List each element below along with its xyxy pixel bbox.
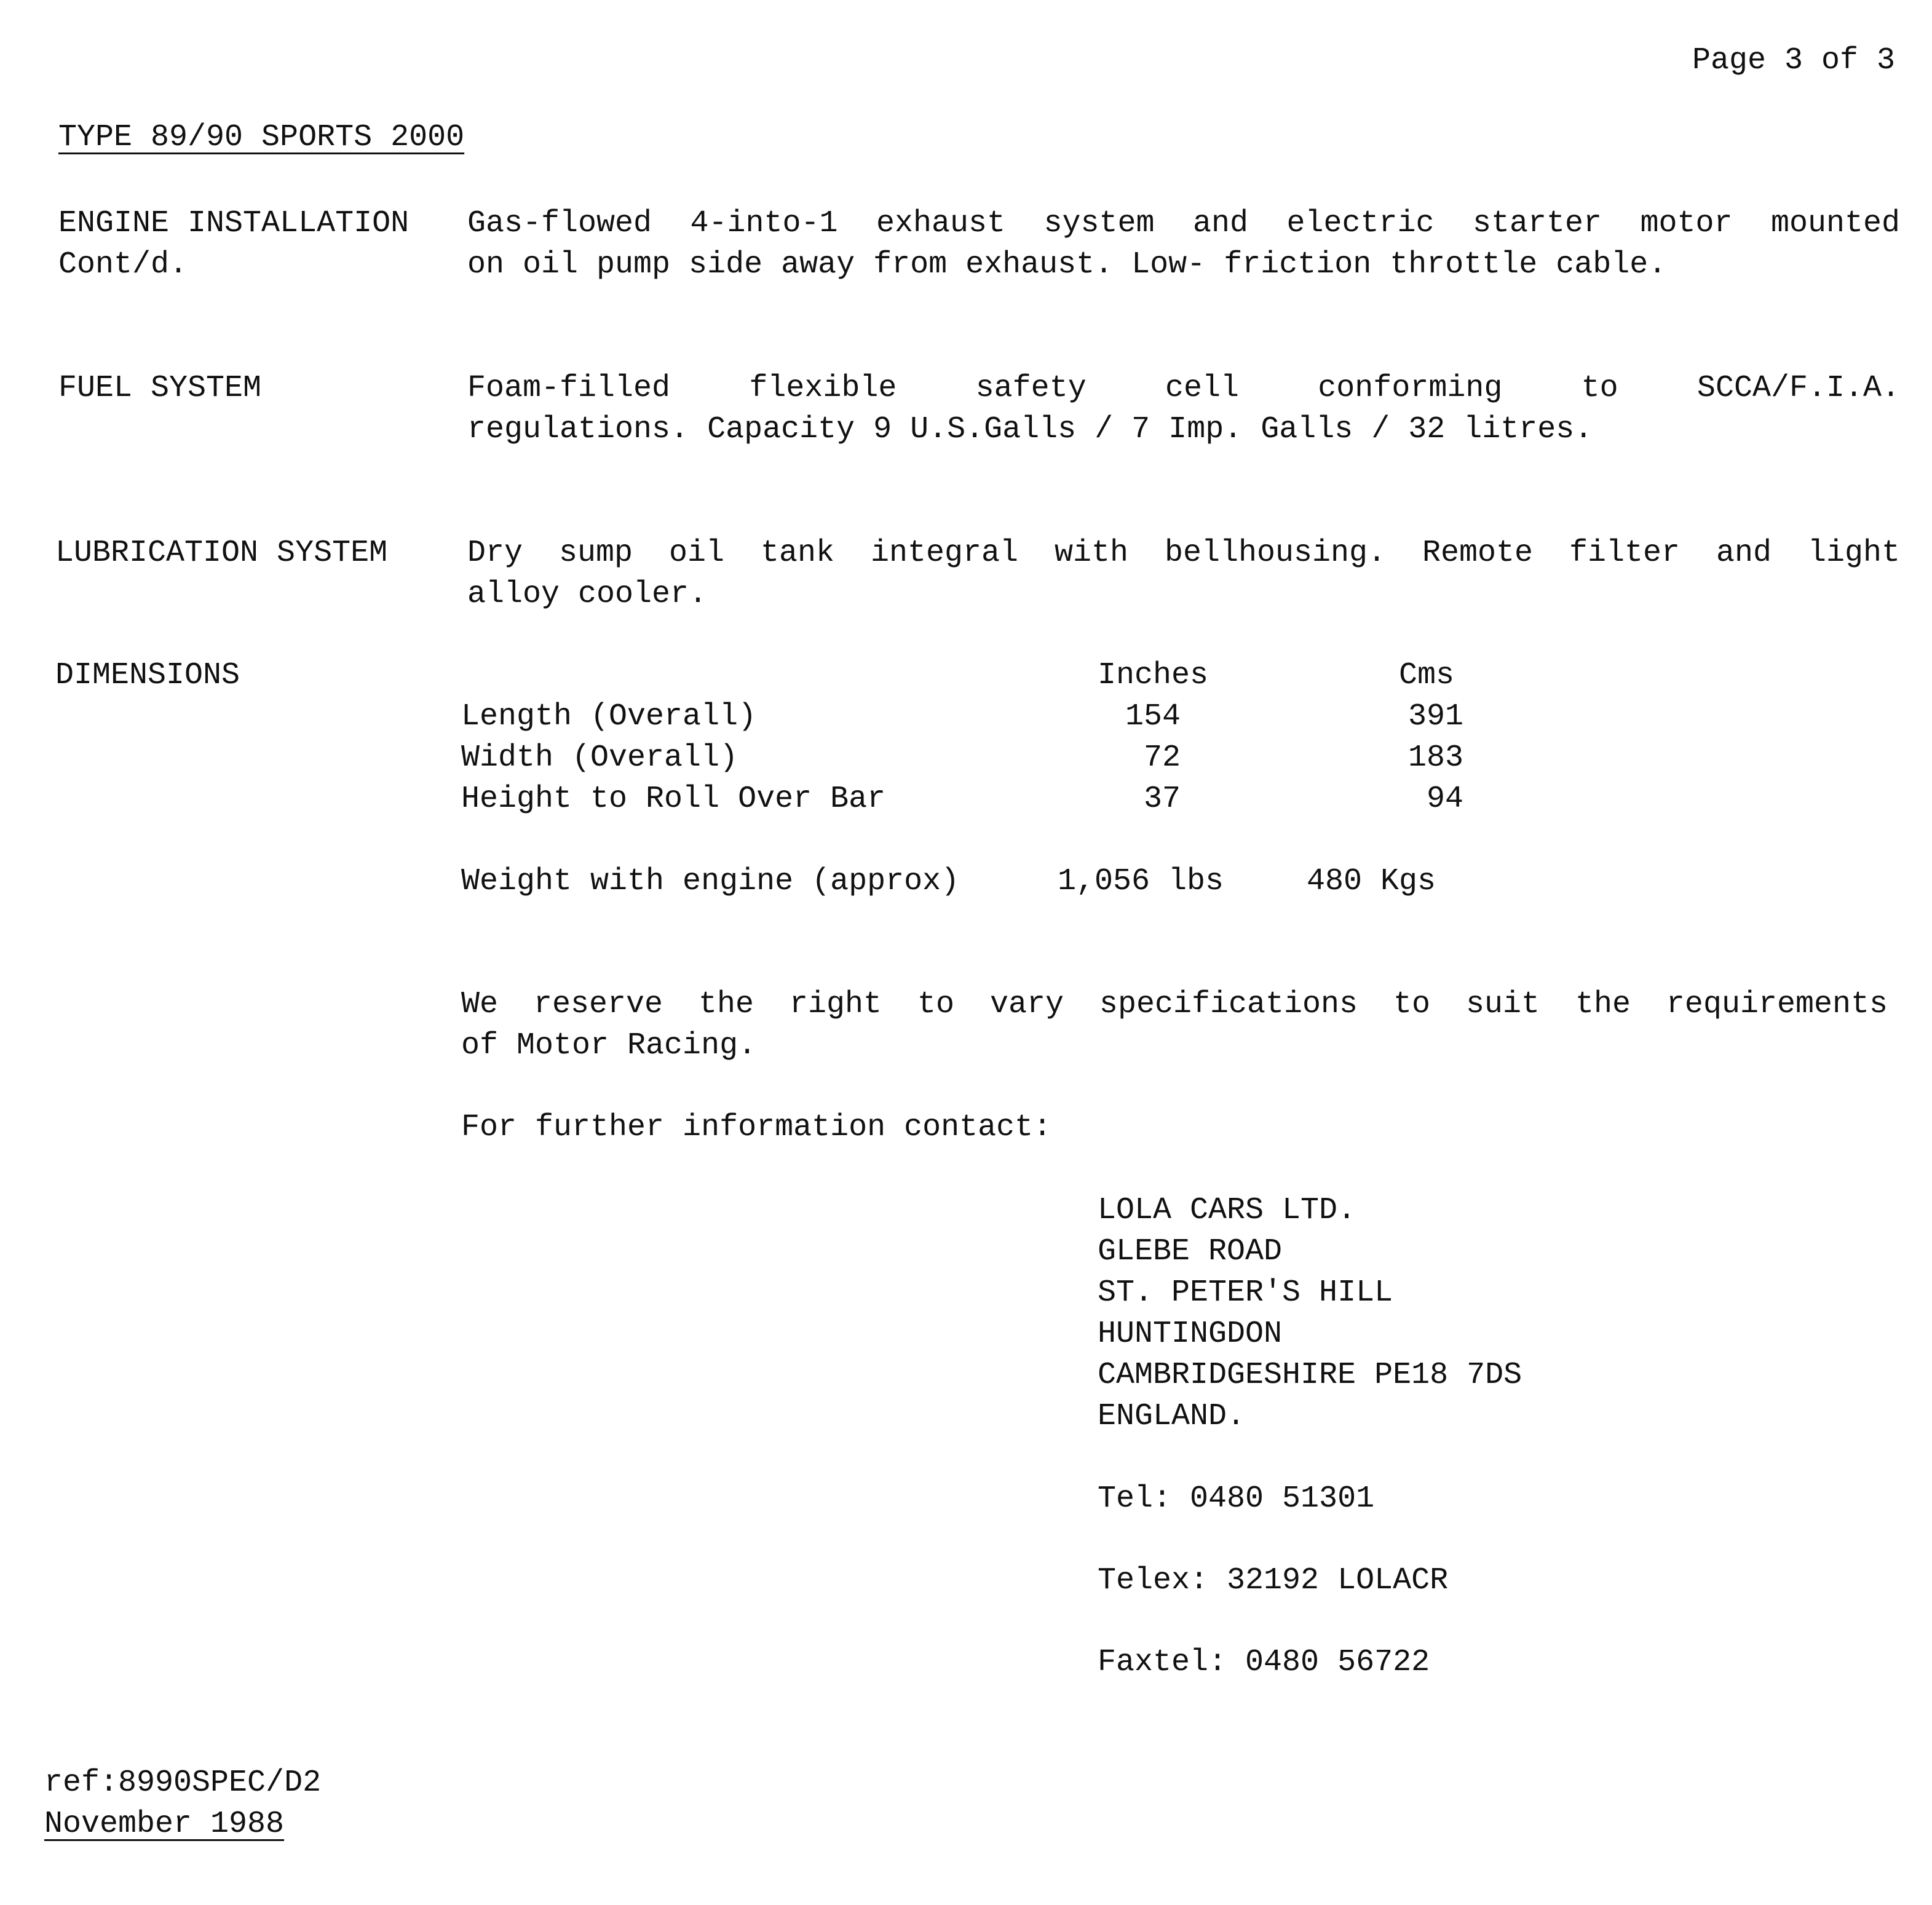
dimension-inches: 37 — [1143, 782, 1181, 817]
dimensions-header-cms: Cms — [1399, 658, 1455, 693]
dimension-inches: 154 — [1125, 699, 1181, 734]
section-label-fuel: FUEL SYSTEM — [58, 371, 262, 406]
fuel-line-1: Foam-filled flexible safety cell conforming to SCCA/F.I.A. — [467, 371, 1900, 406]
dimensions-header-inches: Inches — [1098, 658, 1209, 693]
weight-lbs: 1,056 lbs — [1058, 864, 1224, 899]
address-line: ENGLAND. — [1098, 1399, 1246, 1434]
address-line: GLEBE ROAD — [1098, 1234, 1283, 1269]
address-line: LOLA CARS LTD. — [1098, 1193, 1356, 1228]
lubrication-line-1: Dry sump oil tank integral with bellhousing. Remote filter and light — [467, 536, 1900, 571]
weight-label: Weight with engine (approx) — [461, 864, 960, 899]
lubrication-line-2: alloy cooler. — [467, 577, 708, 612]
faxtel: Faxtel: 0480 56722 — [1098, 1645, 1430, 1680]
dimension-inches: 72 — [1143, 740, 1181, 775]
weight-kgs: 480 Kgs — [1307, 864, 1436, 899]
dimension-name: Height to Roll Over Bar — [461, 782, 886, 817]
reserve-line-2: of Motor Racing. — [461, 1028, 757, 1063]
reserve-line-1: We reserve the right to vary specifications to suit the requirements — [461, 987, 1888, 1022]
section-sublabel-engine: Cont/d. — [58, 247, 188, 282]
fuel-line-2: regulations. Capacity 9 U.S.Galls / 7 Imp. Galls / 32 litres. — [467, 412, 1593, 447]
dimension-cms: 391 — [1407, 699, 1463, 734]
address-line: HUNTINGDON — [1098, 1317, 1283, 1352]
document-title: TYPE 89/90 SPORTS 2000 — [58, 120, 465, 155]
dimension-name: Width (Overall) — [461, 740, 738, 775]
address-line: CAMBRIDGESHIRE PE18 7DS — [1098, 1358, 1522, 1393]
engine-line-2: on oil pump side away from exhaust. Low- friction throttle cable. — [467, 247, 1667, 282]
dimension-cms: 94 — [1426, 782, 1463, 817]
telex: Telex: 32192 LOLACR — [1098, 1563, 1449, 1598]
engine-line-1: Gas-flowed 4-into-1 exhaust system and electric starter motor mounted — [467, 206, 1900, 241]
page-number: Page 3 of 3 — [1692, 43, 1895, 78]
section-label-lubrication: LUBRICATION SYSTEM — [55, 536, 388, 571]
dimension-name: Length (Overall) — [461, 699, 757, 734]
document-date: November 1988 — [44, 1807, 285, 1842]
telephone: Tel: 0480 51301 — [1098, 1481, 1375, 1516]
section-label-engine: ENGINE INSTALLATION — [58, 206, 410, 241]
address-line: ST. PETER'S HILL — [1098, 1275, 1393, 1310]
section-label-dimensions: DIMENSIONS — [55, 658, 240, 693]
contact-intro: For further information contact: — [461, 1110, 1052, 1145]
reference-code: ref:8990SPEC/D2 — [44, 1765, 322, 1800]
dimension-cms: 183 — [1407, 740, 1463, 775]
